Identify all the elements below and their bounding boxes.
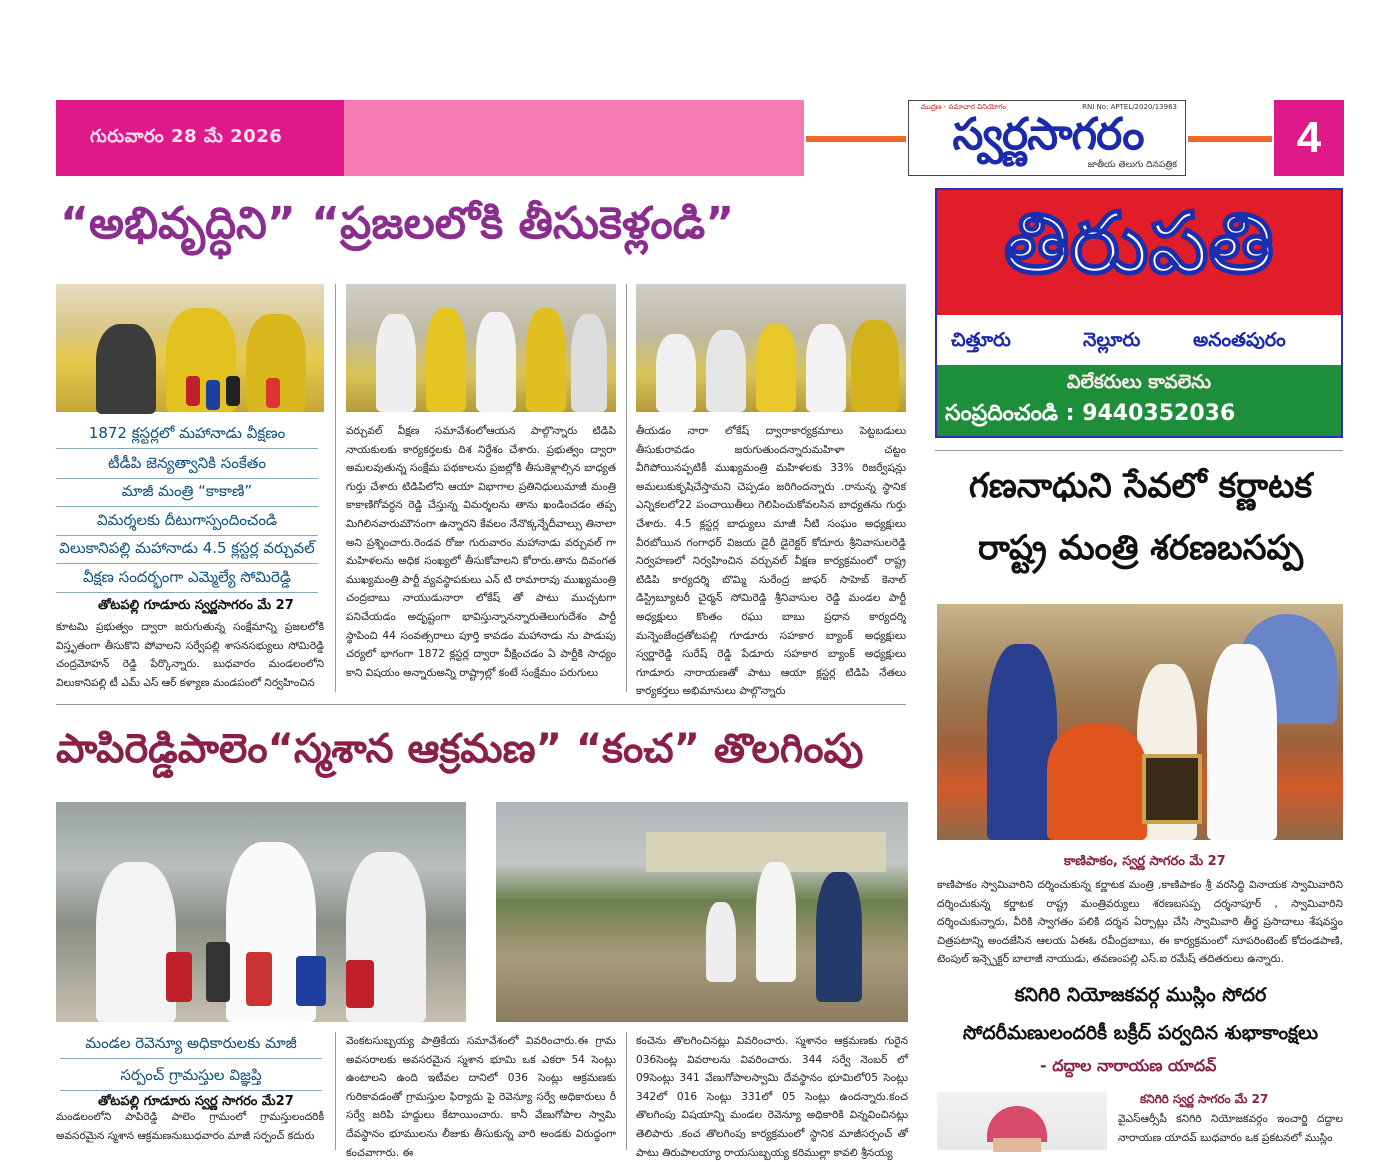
story1-column-2: వర్చువల్ వీక్షణ సమావేశంలోఆయన పాల్గొన్నారు టిడిపి నాయకులకు కార్యకర్తలకు దిశ నిర్దేశం చేశారు. ప్రభుత్వం ద్వారా అమలవుతున్న సంక్షేమ పథకాలను ప్రజల్లోకి తీసుకెళ్లాల్సిన బాధ్యత గుర్తు చేశారు టిడిపిలోని ఆయా విభాగాల ప్రతినిధులుమాజీ మంత్రి కాకాణిగోవర్ధన రెడ్డి చేస్తున్న విమర్శలను తాను ఖండించడం తప్ప మిగిలినవారుమౌనంగా ఉన్నారని కేవలం నేనొక్కన్నేదీవాల్సు తినాలా అని ప్రశ్నించారు.రెండవ రోజు గురువారం మహానాడు వర్చువల్ గా మహిళలను అధిక సంఖ్యలో తీసుకోవాలని కోరారు.తాను దివంగత ముఖ్యమంత్రి పార్టీ వ్యవస్థాపకులు ఎన్ టి రామారావు ముఖ్యమంత్రి చంద్రబాబు నాయుడునారా లోకేష్ తో పాటు ముచ్చటగా పనిచేయడం అదృష్టంగా భావిస్తున్నానన్నారుతెలుగుదేశం పార్టీ స్థాపించి 44 సంవత్సరాలు పూర్తి కావడం మహానాడు ను పాడుపు చర్యలో భాగంగా 1872 క్లస్టర్ల ద్వారా వీక్షించడం ఏ పార్టీకి సాధ్యం కాని విషయం అన్నారుఅన్ని రాష్ట్రాల్లో కంటే సంక్షేమం పరుగులు: [346, 425, 616, 679]
issue-date: గురువారం 28 మే 2026: [90, 126, 283, 147]
story2-caption-line: సర్పంచ్ గ్రామస్తుల విజ్ఞప్తి: [60, 1066, 322, 1091]
ad-title-band: [937, 190, 1341, 315]
story1-column-1: కూటమి ప్రభుత్వం ద్వారా జరుగుతున్న సంక్షేమాన్ని ప్రజలలోకి విస్తృతంగా తీసుకొని పోవాలని సర్వేపల్లి శాసనసభ్యులు సోమిరెడ్డి చంద్రమోహన్ రెడ్డి పేర్కొన్నారు. బుధవారం మండలంలోని విలుకానిపల్లి టీ ఎమ్ ఎస్ ఆర్ కళ్యాణ మండపంలో నిర్వహించిన: [56, 621, 324, 689]
header-orange-rule-right: [1188, 136, 1272, 142]
story3-headline-line-1: గణనాధుని సేవలో కర్ణాటక: [968, 466, 1313, 506]
ad-title: తిరుపతి: [1004, 194, 1274, 292]
story1-caption-line: మాజీ మంత్రి “కాకాణి”: [56, 482, 318, 507]
story1-column-3: తీయడం నారా లోకేష్ ద్వారాకార్యక్రమాలు పెట్టబడులు తీసుకురావడం జరుగుతుందన్నారుమహిళా చట్టం వీగిపోయినప్పటికీ ముఖ్యమంత్రి మహిళలకు 33% రిజర్వేషన్లు అమలుకుకృషిచేస్తామని చెప్పడం జరిగిందన్నారు .రానున్న స్థానిక ఎన్నికలలో22 పంచాయితీలు గెలిపించుకోవలసిన బాధ్యతను గుర్తు చేశారు. 4.5 క్లస్టర్ల బాధ్యులు మాజీ నీటి సంఘం అధ్యక్షులు వీరబోయిన గంగాధర్ విజయ డైరీ డైరెక్టర్ కోదూరు శ్రీనివాసులరెడ్డి నిర్వహణలో నిర్వహించిన వర్చువల్ వీక్షణ కార్యక్రమంలో రాష్ట్ర టిడిపి కార్యదర్శి బొమ్మి సురేంద్ర జాఫర్ సాహెబ్ కెనాల్ డిస్ట్రిబ్యూటరీ చైర్మన్ సోమిరెడ్డి శ్రీనివాసుల రెడ్డి మండల పార్టీ అధ్యక్షులు కొంతం రఘు బాబు ప్రధాన కార్యదర్శి మన్నెంజేంద్రతోటపల్లి గూడూరు సహకార బ్యాంక్ అధ్యక్షులు స్వర్ణారెడ్డి సురేష్ రెడ్డి పేడూరు సహకార బ్యాంక్ అధ్యక్షులు గూడూరు నారాయణతో పాటు ఆయా క్లస్టర్ల టిడిపి నేతలు కార్యకర్తలు అభిమానులు పాల్గొన్నారు: [636, 425, 906, 698]
story2-photo-press: [56, 802, 466, 1022]
story2-column-3: కంచెను తొలగించినట్లు వివరించారు. స్మశానం ఆక్రమణకు గురైన 036సెంట్ల వివరాలను వివరించారు. 344 సర్వే నెంబర్ లో 09సెంట్లు 341 వేణుగోపాలస్వామి దేవస్థానం భూమిలో05 సెంట్లు 342లో 016 సెంట్లు 331లో 05 సెంట్లు ఉందన్నారు.కంచ తొలగింపు విషయాన్ని మండల రెవెన్యూ అధికారికి విన్నవించినట్లు తెలిపారు .కంచ తొలగింపు కార్యక్రమంలో స్థానిక మాజీసర్పంచ్ తో పాటు తిరుపాలయ్యా రాయసుబ్బయ్య కరిముల్లా కావలి శ్రీనయ్య: [636, 1035, 908, 1159]
story1-caption-line: టీడీపి జెన్యత్వానికి సంకేతం: [56, 454, 318, 479]
page-number: 4: [1274, 100, 1344, 176]
header-orange-rule-left: [806, 136, 906, 142]
story1-caption-line: వీక్షణ సందర్భంగా ఎమ్మెల్యే సోమిరెడ్డి: [56, 568, 318, 593]
story2-column-2: వెంకటసుబ్బయ్య పాత్రికేయ సమావేశంలో వివరించారు.ఈ గ్రామ అవసరాలకు అవసరమైన స్మశాన భూమి ఒక ఎకరా 54 సెంట్లు ఉంటాలని ఉంది ఇటీవల దానిలో 036 సెంట్లు ఆక్రమణకు గురికావడంతో గ్రామస్తుల ఫిర్యాదు పై రెవెన్యూ సర్వే అధికారులు రీ సర్వే జరిపి హద్దులు కేటాయించారు. కానీ వేణుగోపాల స్వామి దేవస్థానం భూములను లీజుకు తీసుకున్న వారి అండకు విరుద్ధంగా కంచవాగారు. ఈ: [346, 1035, 616, 1159]
story2-caption-line: మండల రెవెన్యూ అధికారులకు మాజీ: [60, 1034, 322, 1059]
story3-headline-line-2: రాష్ట్ర మంత్రి శరణబసప్ప: [977, 528, 1304, 568]
story1-caption-line: విలుకానిపల్లి మహానాడు 4.5 క్లస్టర్ల వర్చువల్: [56, 539, 318, 564]
column-rule: [626, 284, 627, 692]
ad-city: చిత్తూరు: [951, 329, 1011, 351]
story4-greeting-line-1: కనిగిరి నియోజకవర్గ ముస్లిం సోదర: [1014, 984, 1267, 1006]
column-rule: [626, 1032, 627, 1150]
story2-headline: పాపిరెడ్డిపాలెం“స్మశాన ఆక్రమణ” “కంచ” తొలగింపు: [56, 726, 864, 772]
ad-wanted-text: విలేకరులు కావలెను: [1066, 371, 1212, 393]
story1-caption-line: 1872 క్లస్టర్లలో మహానాడు వీక్షణం: [56, 424, 318, 449]
ad-city: అనంతపురం: [1193, 329, 1286, 351]
story2-column-1: మండలంలోని పాపిరెడ్డి పాలెం గ్రామంలో గ్రామస్తులందరికీ అవసరమైన స్మశాన ఆక్రమణనుబుధవారం మాజీ సర్పంచ్ కదురు: [56, 1111, 324, 1142]
logo-registration: RNI No: APTEL/2020/13963: [1082, 103, 1177, 111]
logo-top-line: ముద్రణ - సమాచార వినియోగం: [921, 103, 1006, 111]
story4-greeting-line-2: సోదరీమణులందరికీ బక్రీద్ పర్వదిన శుభాకాంక్షలు: [962, 1022, 1319, 1044]
story1-photo-audience: [636, 284, 906, 412]
story3-body: కాణిపాకం స్వామివారిని దర్శించుకున్న కర్ణాటక మంత్రి ,కాణిపాకం శ్రీ వరసిద్ధి వినాయక స్వామివారిని దర్శించుకున్న కర్ణాటక రాష్ట్ర మంత్రివర్యులు శరణబసప్ప దర్శనాపూర్ , స్వామివారిని దర్శించుకున్నారు, వీరికి స్వాగతం పలికి దర్శన ఏర్పాట్లు చేసి స్వామివారి తీర్థ ప్రసాదాలు శేషవస్త్రం చిత్రపటాన్ని అందజేసిన ఆలయ ఏఈఓ రవీంద్రబాబు, ఈ కార్యక్రమంలో సూపరింటెంట్ కోదండపాణి, టెంపుల్ ఇన్స్పెక్టర్ బాలాజీ నాయుడు, తవణంపల్లి ఎస్.ఐ రమేష్ తదితరులు ఉన్నారు.: [937, 879, 1343, 966]
ad-contact-phone: సంప్రదించండి : 9440352036: [945, 401, 1236, 426]
logo-title: స్వర్ణసాగరం: [952, 109, 1144, 160]
newspaper-logo: [908, 100, 1186, 176]
classified-ad: [935, 188, 1343, 438]
ad-contact-band: [937, 365, 1341, 436]
story4-greeting-signature: - దద్దాల నారాయణ యాదవ్: [1040, 1056, 1217, 1075]
story1-caption-line: విమర్శలకు దీటుగాస్పందించండి: [56, 511, 318, 536]
story4-dateline: కనిగిరి స్వర్ణ సాగరం మే 27: [1140, 1092, 1269, 1106]
date-banner: [56, 100, 344, 176]
header-pink-bar: [344, 100, 804, 176]
story1-photo-stage: [346, 284, 616, 412]
section-divider: [56, 704, 906, 705]
ad-cities-band: [937, 315, 1341, 365]
story4-photo-portrait: [937, 1092, 1107, 1150]
story4-body: వైఎస్ఆర్సీపీ కనిగిరి నియోజకవర్గం ఇంచార్జి దద్దాల నారాయణ యాదవ్ బుధవారం ఒక ప్రకటనలో ముస్లిం: [1118, 1113, 1343, 1144]
story2-dateline: తోటపల్లి గూడూరు స్వర్ణ సాగరం మే27: [98, 1094, 294, 1109]
ad-city: నెల్లూరు: [1083, 329, 1141, 351]
story2-photo-land: [496, 802, 908, 1022]
section-divider: [935, 450, 1343, 451]
story1-dateline: తోటపల్లి గూడూరు స్వర్ణసాగరం మే 27: [98, 598, 294, 613]
story1-headline: “అభివృద్ధిని” “ప్రజలలోకి తీసుకెళ్లండి”: [60, 198, 735, 249]
column-rule: [335, 284, 336, 692]
story3-dateline: కాణిపాకం, స్వర్ణ సాగరం మే 27: [1064, 854, 1226, 869]
logo-tagline: జాతీయ తెలుగు దినపత్రిక: [1087, 160, 1177, 170]
story3-photo-temple: [937, 604, 1343, 840]
story1-photo-press: [56, 284, 324, 412]
column-rule: [335, 1032, 336, 1150]
